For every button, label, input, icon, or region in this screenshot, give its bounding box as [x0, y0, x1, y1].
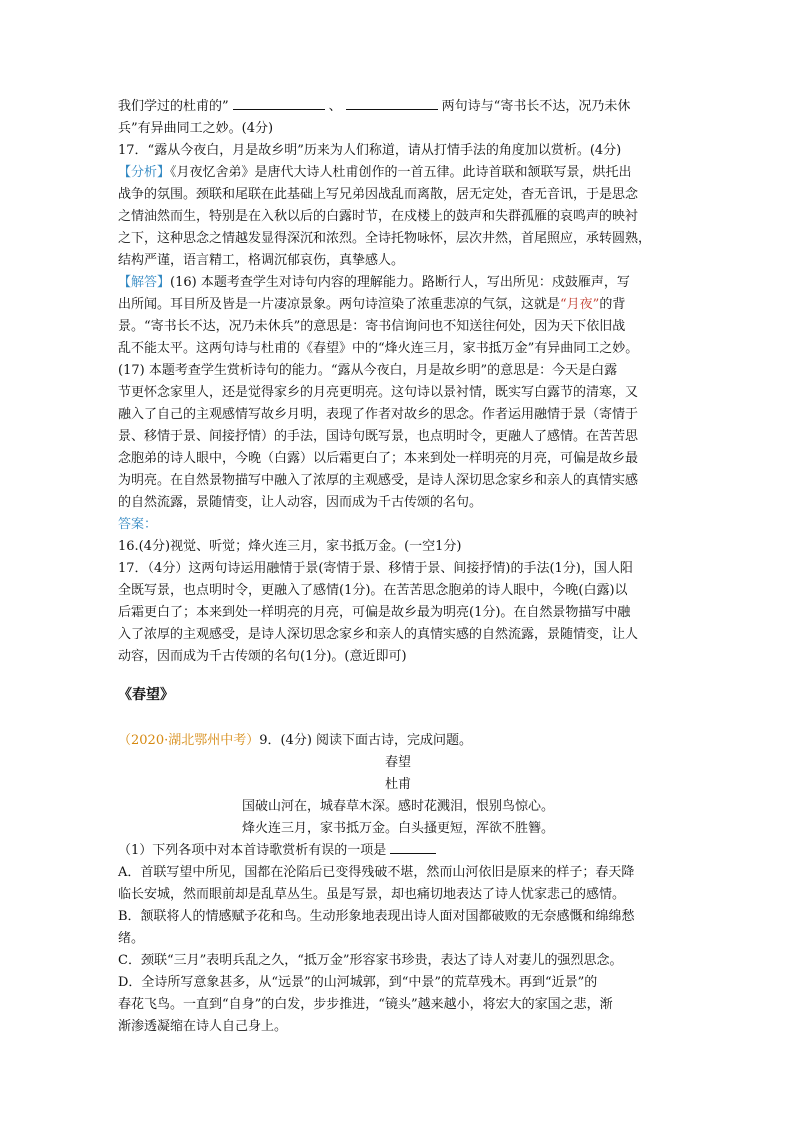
answer-detail-line-1: 【解答】(16) 本题考查学生对诗句内容的理解能力。路断行人，写出所见：戍鼓雁声，写 — [118, 275, 630, 290]
answer-blank-1[interactable] — [233, 97, 325, 110]
option-d-line: 春花飞鸟。一直到“自身”的白发，步步推进，“镜头”越来越小，将宏大的家国之悲，渐 — [118, 997, 613, 1012]
answer-detail-line: 的自然流露，景随情变，让人动容，因而成为千古传颂的名句。 — [118, 495, 483, 510]
answer-detail-line: 景。“寄书长不达，况乃未休兵”的意思是：寄书信询问也不知送往何处，因为天下依旧战 — [118, 319, 626, 334]
answer-detail-line: 念胞弟的诗人眼中，今晚（白露）以后霜更白了；本来到处一样明亮的月亮，可偏是故乡最 — [118, 451, 639, 466]
answer-17-line: 入了浓厚的主观感受，是诗人深切思念家乡和亲人的真情实感的自然流露，景随情变，让人 — [118, 627, 639, 642]
answer-detail-line: 融入了自己的主观感情写故乡月明，表现了作者对故乡的思念。作者运用融情于景（寄情于 — [118, 407, 639, 422]
analysis-line: 战争的氛围。颈联和尾联在此基础上写兄弟因战乱而离散，居无定处，杳无音讯，于是思念 — [118, 187, 639, 202]
poem-line: 烽火连三月，家书抵万金。白头搔更短，浑欲不胜簪。 — [241, 821, 554, 836]
highlight-yueye: “月夜” — [560, 297, 600, 312]
answer-17: 17．（4分）这两句诗运用融情于景(寄情于景、移情于景、间接抒情)的手法(1分)，国人阳 — [118, 561, 633, 576]
sub-question-1: （1）下列各项中对本首诗歌赏析有误的一项是 — [118, 840, 678, 862]
analysis-tag: 【分析】 — [118, 165, 171, 180]
question-16-tail: 我们学过的杜甫的” 、 两句诗与“寄书长不达，况乃未休 — [118, 99, 631, 114]
analysis-line: 之情油然而生，特别是在入秋以后的白露时节，在戍楼上的鼓声和失群孤雁的哀鸣声的映衬 — [118, 209, 639, 224]
answer-detail-line: 景、移情于景、间接抒情）的手法，国诗句既写景，也点明时令，更融人了感情。在苦苦思 — [118, 429, 639, 444]
question-source: （2020·湖北鄂州中考） — [118, 733, 260, 748]
answer-label: 答案： — [118, 517, 158, 532]
poem-title: 春望 — [384, 755, 411, 770]
answer-17-line: 全既写景，也点明时令，更融入了感情(1分)。在苦苦思念胞弟的诗人眼中，今晚(白露)以 — [118, 583, 628, 598]
answer-17-line: 后霜更白了；本来到处一样明亮的月亮，可偏是故乡最为明亮(1分)。在自然景物描写中融 — [118, 605, 631, 620]
answer-16: 16.(4分)视觉、听觉；烽火连三月，家书抵万金。(一空1分) — [118, 539, 462, 554]
option-a: A．首联写望中所见，国都在沦陷后已变得残破不堪，然而山河依旧是原来的样子；春天降 — [118, 865, 635, 880]
poem-line: 国破山河在，城春草木深。感时花溅泪，恨别鸟惊心。 — [241, 799, 554, 814]
answer-detail-line: (17) 本题考查学生赏析诗句的能力。“露从今夜白，月是故乡明”的意思是：今天是白露 — [118, 363, 618, 378]
question-16-score: 兵”有异曲同工之妙。(4分) — [118, 121, 274, 136]
answer-detail-line: 乱不能太平。这两句诗与杜甫的《春望》中的“烽火连三月，家书抵万金”有异曲同工之妙。 — [118, 341, 639, 356]
option-d: D．全诗所写意象甚多，从“远景”的山河城郭，到“中景”的荒草残木。再到“近景”的 — [118, 975, 598, 990]
analysis-line-1: 【分析】《月夜忆舍弟》是唐代大诗人杜甫创作的一首五律。此诗首联和颔联写景，烘托出 — [118, 165, 632, 180]
section-title: 《春望》 — [118, 687, 174, 703]
option-c: C．颈联“三月”表明兵乱之久，“抵万金”形容家书珍贵，表达了诗人对妻儿的强烈思念。 — [118, 953, 623, 968]
answer-detail-tag: 【解答】 — [118, 275, 171, 290]
answer-detail-line-2: 出所闻。耳目所及皆是一片凄凉景象。两句诗渲染了浓重悲凉的气氛，这就是“月夜”的背 — [118, 297, 626, 312]
option-d-line: 渐渗透凝缩在诗人自己身上。 — [118, 1019, 288, 1034]
analysis-line: 之下，这种思念之情越发显得深沉和浓烈。全诗托物咏怀，层次井然，首尾照应，承转圆熟， — [118, 231, 652, 246]
option-b: B．颔联将人的情感赋予花和鸟。生动形象地表现出诗人面对国都破败的无奈感慨和绵绵愁 — [118, 909, 635, 924]
answer-blank-2[interactable] — [346, 97, 438, 110]
answer-detail-line: 为明亮。在自然景物描写中融入了浓厚的主观感受，是诗人深切思念家乡和亲人的真情实感 — [118, 473, 639, 488]
analysis-line: 结构严谨，语言精工，格调沉郁哀伤，真挚感人。 — [118, 253, 405, 268]
answer-17-line: 动容，因而成为千古传颂的名句(1分)。(意近即可) — [118, 649, 407, 664]
question-9: （2020·湖北鄂州中考）9．(4分) 阅读下面古诗，完成问题。 — [118, 733, 473, 748]
answer-blank-3[interactable] — [390, 841, 436, 854]
option-a-line: 临长安城，然而眼前却是乱草丛生。虽是写景，却也痛切地表达了诗人忧家悲己的感情。 — [118, 887, 626, 902]
option-b-line: 绪。 — [118, 931, 145, 946]
answer-detail-line: 节更怀念家里人，还是觉得家乡的月亮更明亮。这句诗以景衬情，既实写白露节的清寒，又 — [118, 385, 639, 400]
question-17: 17．“露从今夜白，月是故乡明”历来为人们称道，请从打情手法的角度加以赏析。(4分) — [118, 143, 622, 158]
poem-author: 杜甫 — [384, 777, 411, 792]
